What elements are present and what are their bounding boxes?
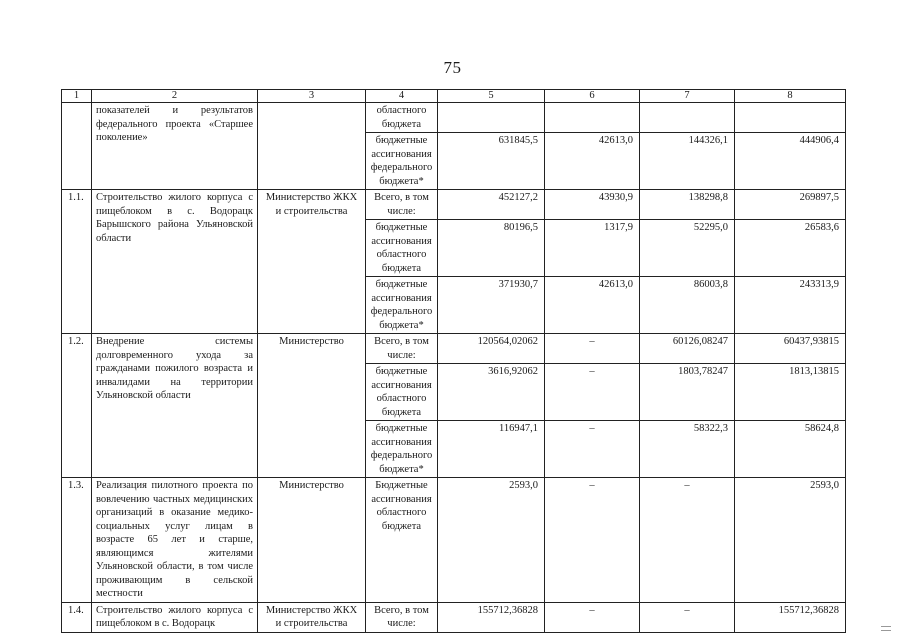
amount-c8 — [735, 103, 846, 133]
funding-source: областного бюджета — [366, 103, 438, 133]
amount-c5: 631845,5 — [438, 133, 545, 190]
amount-c5: 155712,36828 — [438, 602, 545, 632]
executor: Министерство — [258, 334, 366, 478]
amount-c8: 26583,6 — [735, 220, 846, 277]
amount-c6: 43930,9 — [545, 190, 640, 220]
amount-c8: 2593,0 — [735, 478, 846, 603]
funding-source: бюджетные ассигнования федерального бюджета* — [366, 421, 438, 478]
column-number: 8 — [735, 90, 846, 103]
column-number: 3 — [258, 90, 366, 103]
funding-source: бюджетные ассигнования федерального бюджета* — [366, 133, 438, 190]
amount-c8: 58624,8 — [735, 421, 846, 478]
amount-c7: 144326,1 — [640, 133, 735, 190]
funding-source: Всего, в том числе: — [366, 334, 438, 364]
amount-c8: 60437,93815 — [735, 334, 846, 364]
table-row — [62, 334, 846, 364]
amount-c7: 58322,3 — [640, 421, 735, 478]
column-number: 2 — [92, 90, 258, 103]
amount-c6: – — [545, 334, 640, 364]
table-row — [62, 103, 846, 133]
amount-c5 — [438, 103, 545, 133]
amount-c5: 120564,02062 — [438, 334, 545, 364]
amount-c7: 86003,8 — [640, 277, 735, 334]
amount-c6: – — [545, 364, 640, 421]
item-number: 1.1. — [62, 190, 92, 334]
amount-c5: 452127,2 — [438, 190, 545, 220]
amount-c6: – — [545, 602, 640, 632]
amount-c8: 444906,4 — [735, 133, 846, 190]
item-number: 1.4. — [62, 602, 92, 632]
amount-c5: 116947,1 — [438, 421, 545, 478]
amount-c7: – — [640, 602, 735, 632]
amount-c6: 42613,0 — [545, 133, 640, 190]
funding-source: бюджетные ассигнования областного бюджета — [366, 364, 438, 421]
scan-mark — [881, 626, 891, 631]
amount-c7: 52295,0 — [640, 220, 735, 277]
amount-c5: 80196,5 — [438, 220, 545, 277]
executor: Министерство — [258, 478, 366, 603]
amount-c5: 2593,0 — [438, 478, 545, 603]
page-number: 75 — [443, 58, 462, 77]
amount-c6: – — [545, 478, 640, 603]
amount-c8: 243313,9 — [735, 277, 846, 334]
measure-name: Строительство жилого корпуса с пищеблоком в с. Водорацк Барышского района Ульяновской области — [92, 190, 258, 334]
budget-table — [61, 89, 846, 633]
amount-c6: 42613,0 — [545, 277, 640, 334]
amount-c7: 138298,8 — [640, 190, 735, 220]
item-number: 1.3. — [62, 478, 92, 603]
item-number: 1.2. — [62, 334, 92, 478]
funding-source: Всего, в том числе: — [366, 190, 438, 220]
funding-source: Бюджетные ассигнования областного бюджета — [366, 478, 438, 603]
column-number: 1 — [62, 90, 92, 103]
table-row — [62, 190, 846, 220]
executor — [258, 103, 366, 190]
amount-c5: 3616,92062 — [438, 364, 545, 421]
amount-c6: 1317,9 — [545, 220, 640, 277]
amount-c5: 371930,7 — [438, 277, 545, 334]
amount-c6 — [545, 103, 640, 133]
measure-name: Реализация пилотного проекта по вовлечению частных медицинских организаций в оказание медико-социальных услуг лицам в возрасте 65 лет и старше, являющимся жителями Ульяновской области, в том числе проживающим в сельской местности — [92, 478, 258, 603]
amount-c6: – — [545, 421, 640, 478]
amount-c8: 155712,36828 — [735, 602, 846, 632]
column-number: 5 — [438, 90, 545, 103]
amount-c7: 60126,08247 — [640, 334, 735, 364]
amount-c7: 1803,78247 — [640, 364, 735, 421]
item-number — [62, 103, 92, 190]
funding-source: Всего, в том числе: — [366, 602, 438, 632]
column-number: 6 — [545, 90, 640, 103]
table-body — [62, 90, 846, 633]
funding-source: бюджетные ассигнования областного бюджета — [366, 220, 438, 277]
amount-c7: – — [640, 478, 735, 603]
amount-c8: 1813,13815 — [735, 364, 846, 421]
amount-c7 — [640, 103, 735, 133]
column-number: 7 — [640, 90, 735, 103]
measure-name: Внедрение системы долговременного ухода за гражданами пожилого возраста и инвалидами на территории Ульяновской области — [92, 334, 258, 478]
amount-c8: 269897,5 — [735, 190, 846, 220]
measure-name: Строительство жилого корпуса с пищеблоком в с. Водорацк — [92, 602, 258, 632]
table-row — [62, 478, 846, 603]
measure-name: показателей и результатов федерального проекта «Старшее поколение» — [92, 103, 258, 190]
funding-source: бюджетные ассигнования федерального бюджета* — [366, 277, 438, 334]
executor: Министерство ЖКХ и строительства — [258, 602, 366, 632]
column-number: 4 — [366, 90, 438, 103]
table-row — [62, 602, 846, 632]
column-number-row — [62, 90, 846, 103]
executor: Министерство ЖКХ и строительства — [258, 190, 366, 334]
